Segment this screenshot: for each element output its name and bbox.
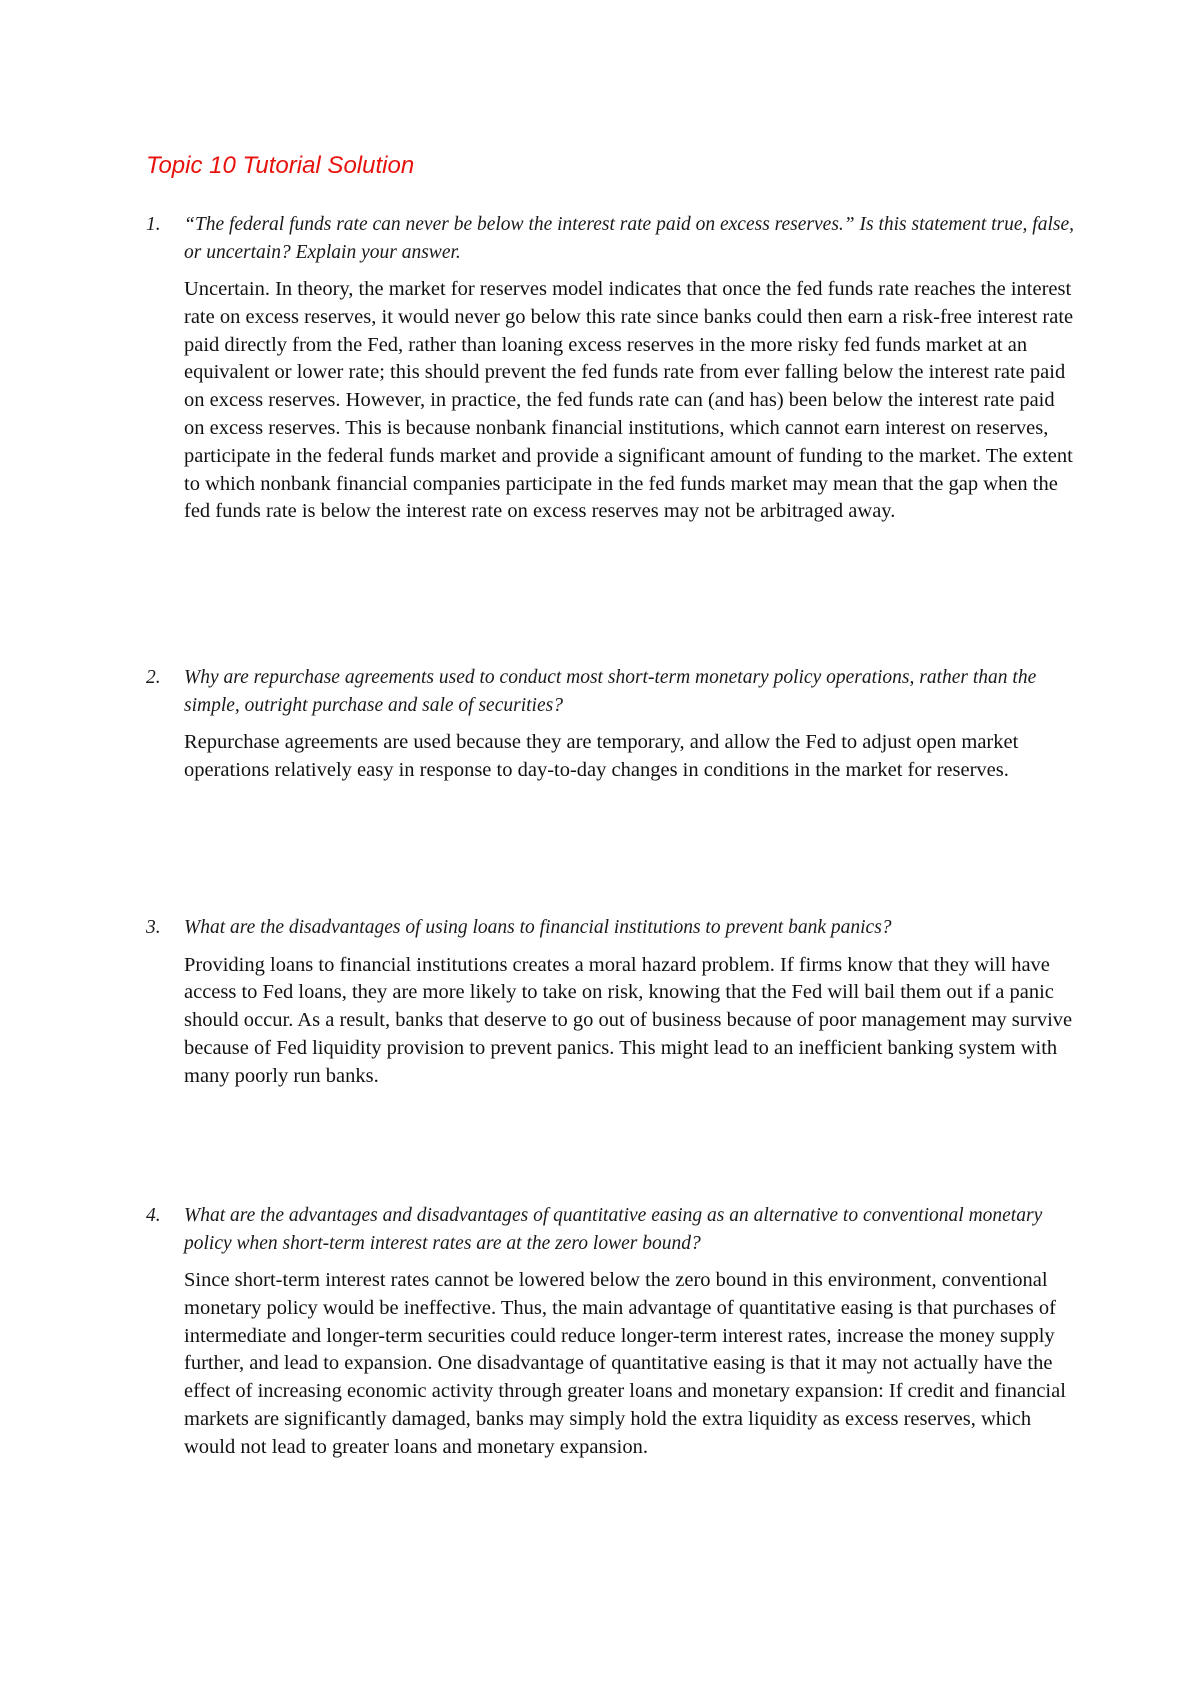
question-block-1 [146, 211, 1076, 526]
question-block-2 [146, 664, 1076, 785]
question-number-1: 1. [146, 214, 161, 235]
question-1 [146, 211, 1076, 266]
question-2 [146, 664, 1076, 719]
question-block-3 [146, 914, 1076, 1090]
question-3 [146, 914, 1076, 942]
answer-text-1: Uncertain. In theory, the market for reserves model indicates that once the fed funds rate reaches the interest rate on excess reserves, it would never go below this rate since banks could then earn a risk-free interest rate paid directly from the Fed, rather than loaning excess reserves in the more risky fed funds market at an equivalent or lower rate; this should prevent the fed funds rate from ever falling below the interest rate paid on excess reserves. However, in practice, the fed funds rate can (and has) been below the interest rate paid on excess reserves. This is because nonbank financial institutions, which cannot earn interest on reserves, participate in the federal funds market and provide a significant amount of funding to the market. The extent to which nonbank financial companies participate in the fed funds market may mean that the gap when the fed funds rate is below the interest rate on excess reserves may not be arbitraged away. [184, 278, 1074, 523]
question-text-4: What are the advantages and disadvantages of quantitative easing as an alternative to conventional monetary policy when short-term interest rates are at the zero lower bound? [184, 1205, 1043, 1254]
question-4 [146, 1202, 1076, 1257]
question-number-2: 2. [146, 667, 161, 688]
document-title: Topic 10 Tutorial Solution [146, 152, 415, 179]
question-text-3: What are the disadvantages of using loans to financial institutions to prevent bank panics? [184, 917, 892, 938]
answer-text-2: Repurchase agreements are used because they are temporary, and allow the Fed to adjust open market operations relatively easy in response to day-to-day changes in conditions in the market for reserves. [184, 731, 1019, 781]
question-text-2: Why are repurchase agreements used to conduct most short-term monetary policy operations, rather than the simple, outright purchase and sale of securities? [184, 667, 1037, 716]
answer-text-3: Providing loans to financial institutions creates a moral hazard problem. If firms know that they will have access to Fed loans, they are more likely to take on risk, knowing that the Fed will bail them out if a panic should occur. As a result, banks that deserve to go out of business because of poor management may survive because of Fed liquidity provision to prevent panics. This might lead to an inefficient banking system with many poorly run banks. [184, 953, 1073, 1087]
question-number-3: 3. [146, 917, 161, 938]
question-number-4: 4. [146, 1205, 161, 1226]
question-block-4 [146, 1202, 1076, 1462]
question-text-1: “The federal funds rate can never be below the interest rate paid on excess reserves.” Is this statement true, false, or uncertain? Explain your answer. [184, 214, 1074, 263]
answer-text-4: Since short-term interest rates cannot be lowered below the zero bound in this environment, conventional monetary policy would be ineffective. Thus, the main advantage of quantitative easing is that purchases of intermediate and longer-term securities could reduce longer-term interest rates, increase the money supply further, and lead to expansion. One disadvantage of quantitative easing is that it may not actually have the effect of increasing economic activity through greater loans and monetary expansion: If credit and financial markets are significantly damaged, banks may simply hold the extra liquidity as excess reserves, which would not lead to greater loans and monetary expansion. [184, 1269, 1066, 1458]
